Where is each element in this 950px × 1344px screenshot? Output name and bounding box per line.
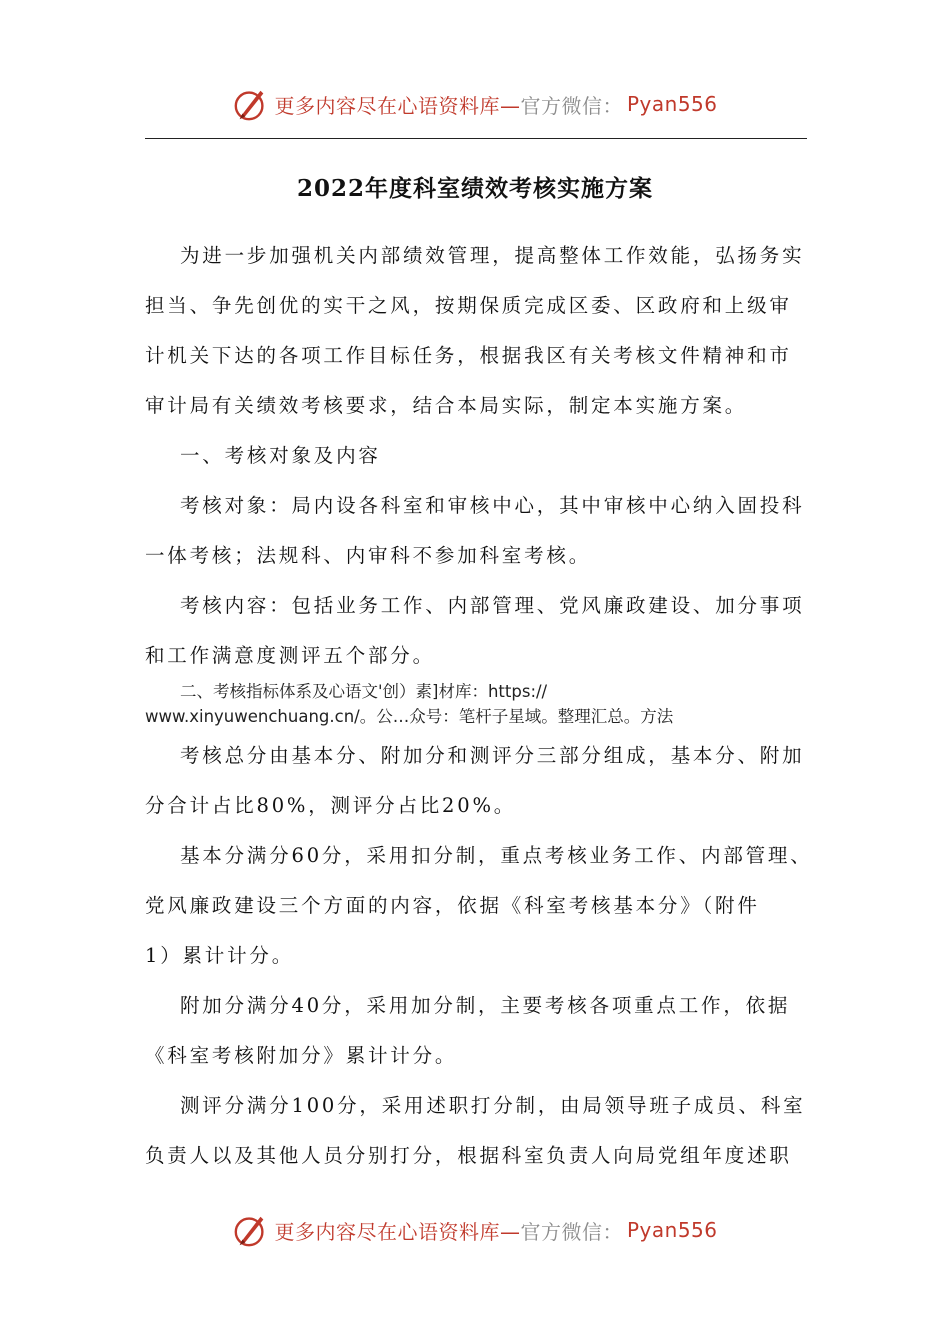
banner-promo-text: 更多内容尽在心语资料库— bbox=[274, 1219, 521, 1244]
section-heading: 一、考核对象及内容 bbox=[180, 444, 381, 467]
banner-wechat-id: Pyan556 bbox=[626, 1218, 718, 1242]
paragraph-line: 附加分满分40分，采用加分制，主要考核各项重点工作，依据 bbox=[180, 994, 791, 1017]
paragraph-line: 考核总分由基本分、附加分和测评分三部分组成，基本分、附加 bbox=[180, 744, 805, 767]
banner-wechat-label: 官方微信： bbox=[520, 93, 623, 118]
paragraph-line: 考核对象：局内设各科室和审核中心，其中审核中心纳入固投科 bbox=[180, 494, 805, 517]
paragraph-line: 考核内容：包括业务工作、内部管理、党风廉政建设、加分事项 bbox=[180, 594, 805, 617]
paragraph-line: 担当、争先创优的实干之风，按期保质完成区委、区政府和上级审 bbox=[145, 294, 792, 317]
header-banner bbox=[0, 84, 950, 124]
banner-wechat-id: Pyan556 bbox=[626, 92, 718, 116]
paragraph-line: 负责人以及其他人员分别打分，根据科室负责人向局党组年度述职 bbox=[145, 1144, 792, 1167]
paragraph-line: 1）累计计分。 bbox=[145, 944, 295, 967]
quill-logo-icon bbox=[232, 85, 270, 123]
watermark-line: www.xinyuwenchuang.cn/。公…众号：笔杆子星域。整理汇总。方法 bbox=[145, 707, 674, 726]
paragraph-line: 党风廉政建设三个方面的内容，依据《科室考核基本分》（附件 bbox=[145, 894, 760, 917]
paragraph-line: 为进一步加强机关内部绩效管理，提高整体工作效能，弘扬务实 bbox=[180, 244, 805, 267]
paragraph-line: 和工作满意度测评五个部分。 bbox=[145, 644, 435, 667]
paragraph-line: 《科室考核附加分》累计计分。 bbox=[145, 1044, 458, 1067]
paragraph-line: 测评分满分100分，采用述职打分制，由局领导班子成员、科室 bbox=[180, 1094, 806, 1117]
paragraph-line: 审计局有关绩效考核要求，结合本局实际，制定本实施方案。 bbox=[145, 394, 748, 417]
document-title: 2022年度科室绩效考核实施方案 bbox=[296, 175, 653, 202]
paragraph-line: 基本分满分60分，采用扣分制，重点考核业务工作、内部管理、 bbox=[180, 844, 813, 867]
header-divider bbox=[145, 138, 807, 139]
banner-wechat-label: 官方微信： bbox=[520, 1219, 623, 1244]
paragraph-line: 一体考核；法规科、内审科不参加科室考核。 bbox=[145, 544, 592, 567]
watermark-line: 二、考核指标体系及心语文'创）素]材库：https:// bbox=[180, 682, 548, 701]
banner-promo-text: 更多内容尽在心语资料库— bbox=[274, 93, 521, 118]
paragraph-line: 分合计占比80%，测评分占比20%。 bbox=[145, 794, 517, 817]
paragraph-line: 计机关下达的各项工作目标任务，根据我区有关考核文件精神和市 bbox=[145, 344, 792, 367]
footer-banner bbox=[0, 1210, 950, 1250]
quill-logo-icon bbox=[232, 1211, 270, 1249]
